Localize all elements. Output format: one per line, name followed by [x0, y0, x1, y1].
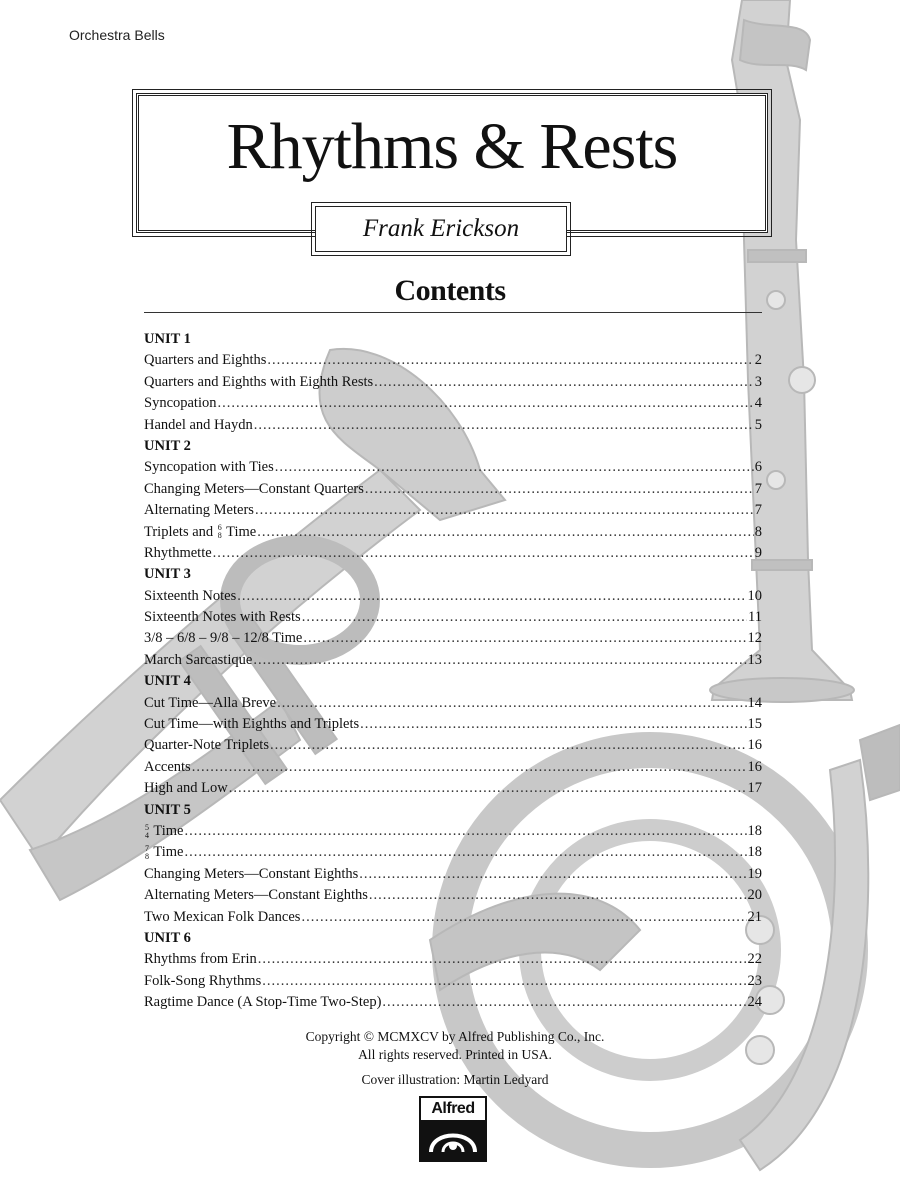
- toc-entry: [144, 457, 762, 478]
- toc-entry: [144, 607, 762, 628]
- toc-entry-title: March Sarcastique: [144, 651, 253, 668]
- alfred-logo-text: Alfred: [421, 1098, 485, 1122]
- dot-leader: [262, 971, 746, 992]
- unit-heading: UNIT 5: [144, 801, 191, 818]
- dot-leader: [359, 864, 746, 885]
- illustration-credit: Cover illustration: Martin Ledyard: [361, 1072, 549, 1087]
- toc-entry-page: 22: [747, 951, 762, 968]
- toc-entry-title: Alternating Meters: [144, 502, 254, 519]
- toc-entry: [144, 821, 762, 842]
- toc-entry-title: 3/8 – 6/8 – 9/8 – 12/8 Time: [144, 630, 303, 647]
- time-signature: 5 4: [145, 822, 149, 840]
- dot-leader: [218, 393, 754, 414]
- unit-heading: UNIT 6: [144, 929, 191, 946]
- dot-leader: [184, 821, 746, 842]
- toc-entry-page: 19: [747, 865, 762, 882]
- toc-entry-title: Syncopation: [144, 395, 217, 412]
- unit-heading: UNIT 3: [144, 566, 191, 583]
- toc-entry: [144, 992, 762, 1013]
- toc-entry: [144, 949, 762, 970]
- toc-entry-page: 11: [748, 609, 762, 626]
- toc-entry-title: Sixteenth Notes with Rests: [144, 609, 301, 626]
- copyright-notice: [0, 1028, 900, 1064]
- toc-entry-title: Syncopation with Ties: [144, 459, 274, 476]
- toc-entry-title: Quarters and Eighths: [144, 352, 267, 369]
- dot-leader: [365, 479, 754, 500]
- toc-entry: [144, 372, 762, 393]
- toc-entry: [144, 543, 762, 564]
- dot-leader: [369, 885, 747, 906]
- toc-entry-title: Rhythmette: [144, 544, 212, 561]
- toc-entry: [144, 907, 762, 928]
- toc-entry-page: 24: [747, 994, 762, 1011]
- toc-entry: [144, 735, 762, 756]
- toc-entry: [144, 415, 762, 436]
- toc-entry-page: 12: [747, 630, 762, 647]
- toc-entry-title: Changing Meters—Constant Eighths: [144, 865, 359, 882]
- toc-entry: [144, 522, 762, 543]
- alfred-logo-mark: [421, 1122, 485, 1160]
- toc-entry-title: Ragtime Dance (A Stop-Time Two-Step): [144, 994, 382, 1011]
- toc-entry-page: 3: [754, 373, 762, 390]
- toc-entry-page: 21: [747, 908, 762, 925]
- dot-leader: [192, 757, 747, 778]
- toc-entry-page: 10: [747, 587, 762, 604]
- toc-entry-page: 14: [747, 694, 762, 711]
- dot-leader: [184, 842, 746, 863]
- rights-line: All rights reserved. Printed in USA.: [358, 1047, 552, 1062]
- dot-leader: [253, 650, 746, 671]
- toc-entry: [144, 586, 762, 607]
- toc-entry: [144, 628, 762, 649]
- toc-entry-page: 13: [747, 651, 762, 668]
- dot-leader: [257, 522, 754, 543]
- alfred-logo: [419, 1096, 487, 1162]
- toc-entry-page: 18: [747, 822, 762, 839]
- dot-leader: [360, 714, 746, 735]
- toc-entry-title: Sixteenth Notes: [144, 587, 237, 604]
- unit-heading: UNIT 2: [144, 437, 191, 454]
- toc-entry-page: 15: [747, 716, 762, 733]
- author-name: Frank Erickson: [315, 206, 567, 252]
- toc-entry: [144, 500, 762, 521]
- toc-entry-title: Cut Time—Alla Breve: [144, 694, 277, 711]
- toc-entry: [144, 885, 762, 906]
- dot-leader: [267, 350, 753, 371]
- unit-heading: UNIT 4: [144, 673, 191, 690]
- toc-entry: [144, 350, 762, 371]
- toc-entry-title: Quarters and Eighths with Eighth Rests: [144, 373, 374, 390]
- table-of-contents: [144, 329, 762, 1014]
- time-signature: 7 8: [145, 844, 149, 862]
- toc-entry-title: Quarter-Note Triplets: [144, 737, 269, 754]
- heading-divider: [144, 312, 762, 313]
- dot-leader: [270, 735, 747, 756]
- dot-leader: [254, 415, 754, 436]
- toc-entry: [144, 757, 762, 778]
- toc-entry-title: Handel and Haydn: [144, 416, 253, 433]
- dot-leader: [229, 778, 747, 799]
- toc-entry: [144, 864, 762, 885]
- toc-entry-page: 5: [754, 416, 762, 433]
- dot-leader: [374, 372, 754, 393]
- dot-leader: [275, 457, 754, 478]
- dot-leader: [255, 500, 754, 521]
- toc-entry-title: Alternating Meters—Constant Eighths: [144, 887, 368, 904]
- toc-entry-title: Two Mexican Folk Dances: [144, 908, 301, 925]
- toc-entry-page: 9: [754, 544, 762, 561]
- contents-heading: Contents: [394, 274, 506, 307]
- toc-entry-page: 20: [747, 887, 762, 904]
- dot-leader: [382, 992, 746, 1013]
- toc-entry-page: 16: [747, 758, 762, 775]
- toc-entry-page: 18: [747, 844, 762, 861]
- toc-entry-title: Accents: [144, 758, 191, 775]
- toc-entry-title: 7 8 Time: [145, 844, 184, 862]
- toc-entry-title: Cut Time—with Eighths and Triplets: [144, 716, 360, 733]
- toc-entry: [144, 714, 762, 735]
- time-signature: 6 8: [217, 523, 222, 541]
- toc-entry-title: Rhythms from Erin: [144, 951, 257, 968]
- toc-entry-page: 6: [754, 459, 762, 476]
- dot-leader: [277, 693, 746, 714]
- toc-entry-title: Changing Meters—Constant Quarters: [144, 480, 364, 497]
- toc-entry: [144, 778, 762, 799]
- toc-entry-page: 7: [754, 480, 762, 497]
- dot-leader: [237, 586, 746, 607]
- toc-entry: [144, 971, 762, 992]
- toc-entry-page: 23: [747, 972, 762, 989]
- toc-entry-title: Triplets and 6 8 Time: [144, 523, 257, 541]
- dot-leader: [258, 949, 747, 970]
- toc-entry: [144, 650, 762, 671]
- toc-entry: [144, 842, 762, 863]
- toc-entry-page: 4: [754, 395, 762, 412]
- toc-entry-page: 2: [754, 352, 762, 369]
- unit-heading: UNIT 1: [144, 331, 191, 347]
- dot-leader: [301, 907, 746, 928]
- dot-leader: [302, 607, 747, 628]
- toc-entry: [144, 393, 762, 414]
- toc-entry-page: 16: [747, 737, 762, 754]
- copyright-line: Copyright © MCMXCV by Alfred Publishing Co., Inc.: [305, 1029, 605, 1044]
- toc-entry: [144, 693, 762, 714]
- toc-entry-title: 5 4 Time: [145, 822, 184, 840]
- book-title: Rhythms & Rests: [226, 110, 678, 183]
- instrument-label: Orchestra Bells: [69, 27, 165, 43]
- dot-leader: [303, 628, 746, 649]
- toc-entry-title: High and Low: [144, 780, 228, 797]
- toc-entry-title: Folk-Song Rhythms: [144, 972, 262, 989]
- dot-leader: [213, 543, 754, 564]
- toc-entry-page: 8: [754, 523, 762, 540]
- toc-entry-page: 7: [754, 502, 762, 519]
- toc-entry: [144, 479, 762, 500]
- toc-entry-page: 17: [747, 780, 762, 797]
